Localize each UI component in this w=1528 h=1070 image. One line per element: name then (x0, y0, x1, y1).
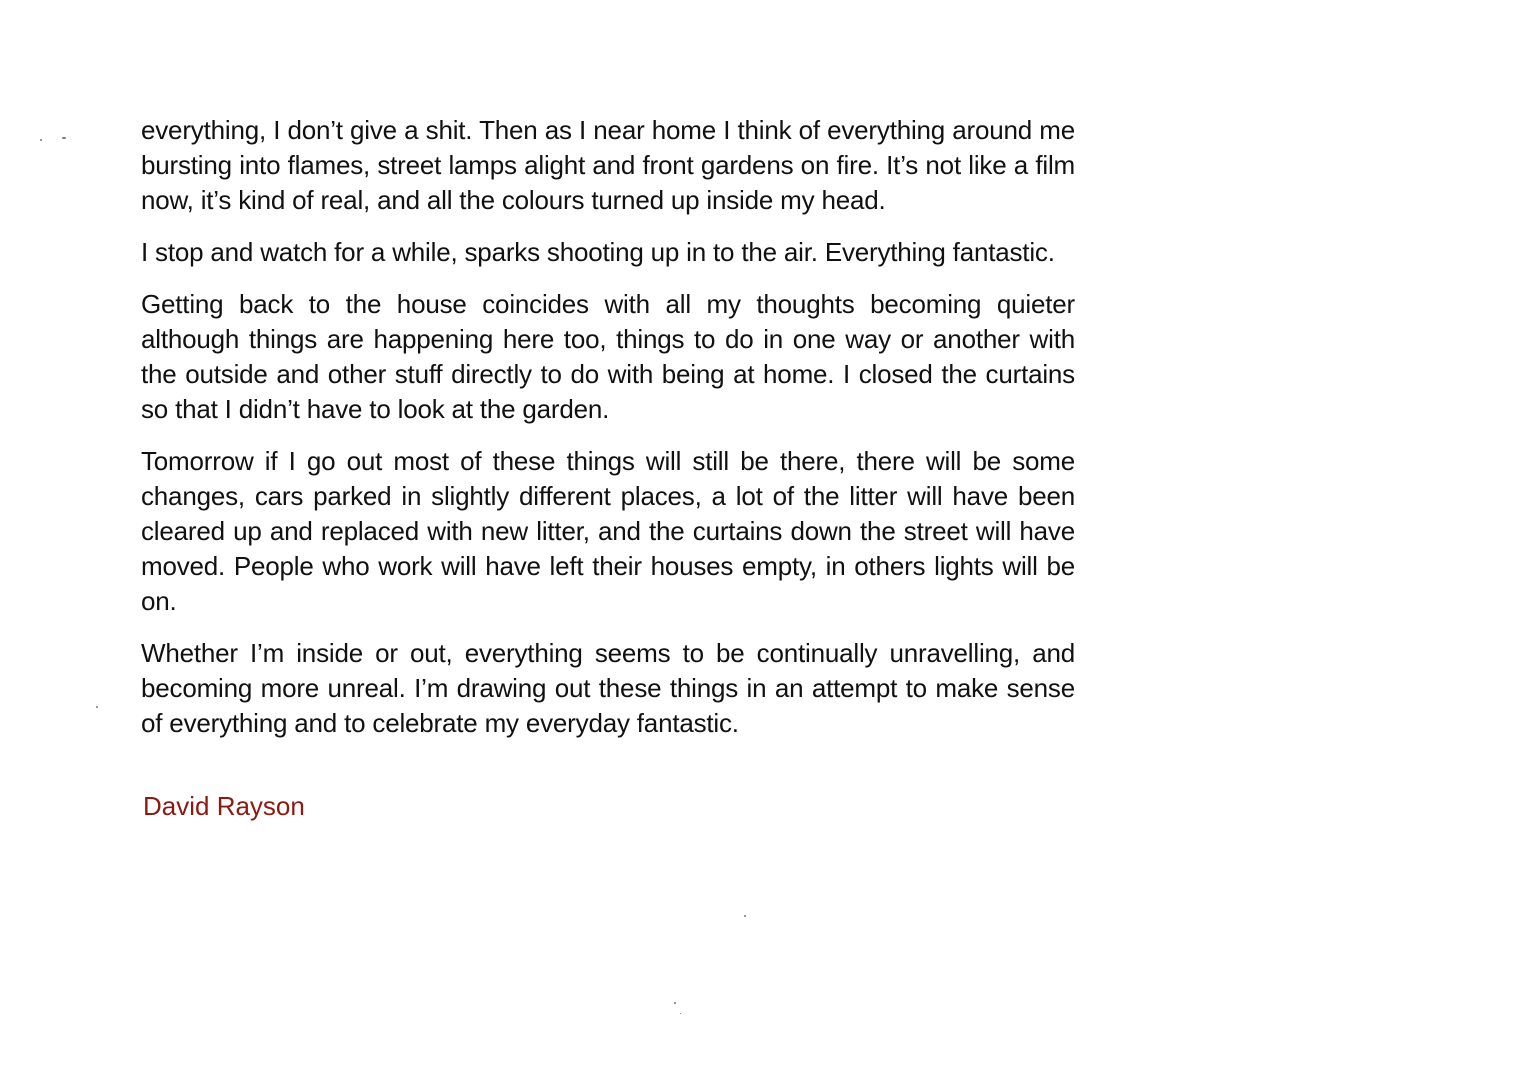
scan-speck (62, 137, 66, 139)
scan-speck (40, 139, 42, 141)
scan-speck (680, 1013, 681, 1014)
paragraph-4: Tomorrow if I go out most of these things will still be there, there will be some changes, cars parked in slightly different places, a lot of the litter will have been cleared up and replaced with new litter, and the curtains down the street will have moved. People who work will have left their houses empty, in others lights will be on. (141, 446, 1075, 616)
paragraph-2: I stop and watch for a while, sparks shooting up in to the air. Everything fantastic. (141, 237, 1055, 267)
paragraph-1: everything, I don’t give a shit. Then as I near home I think of everything around me bursting into flames, street lamps alight and front gardens on fire. It’s not like a film now, it’s kind of real, and all the colours turned up inside my head. (141, 115, 1075, 215)
scan-speck (744, 915, 746, 917)
scan-speck (96, 706, 98, 708)
paragraph-5: Whether I’m inside or out, everything seems to be continually unravelling, and becoming more unreal. I’m drawing out these things in an attempt to make sense of everything and to celebrate my everyday fantastic. (141, 638, 1075, 738)
paragraph-3: Getting back to the house coincides with all my thoughts becoming quieter although things are happening here too, things to do in one way or another with the outside and other stuff directly to do with being at home. I closed the curtains so that I didn’t have to look at the garden. (141, 289, 1075, 424)
scan-speck (674, 1002, 676, 1004)
body-text (141, 113, 1075, 758)
author-signature: David Rayson (143, 791, 305, 821)
